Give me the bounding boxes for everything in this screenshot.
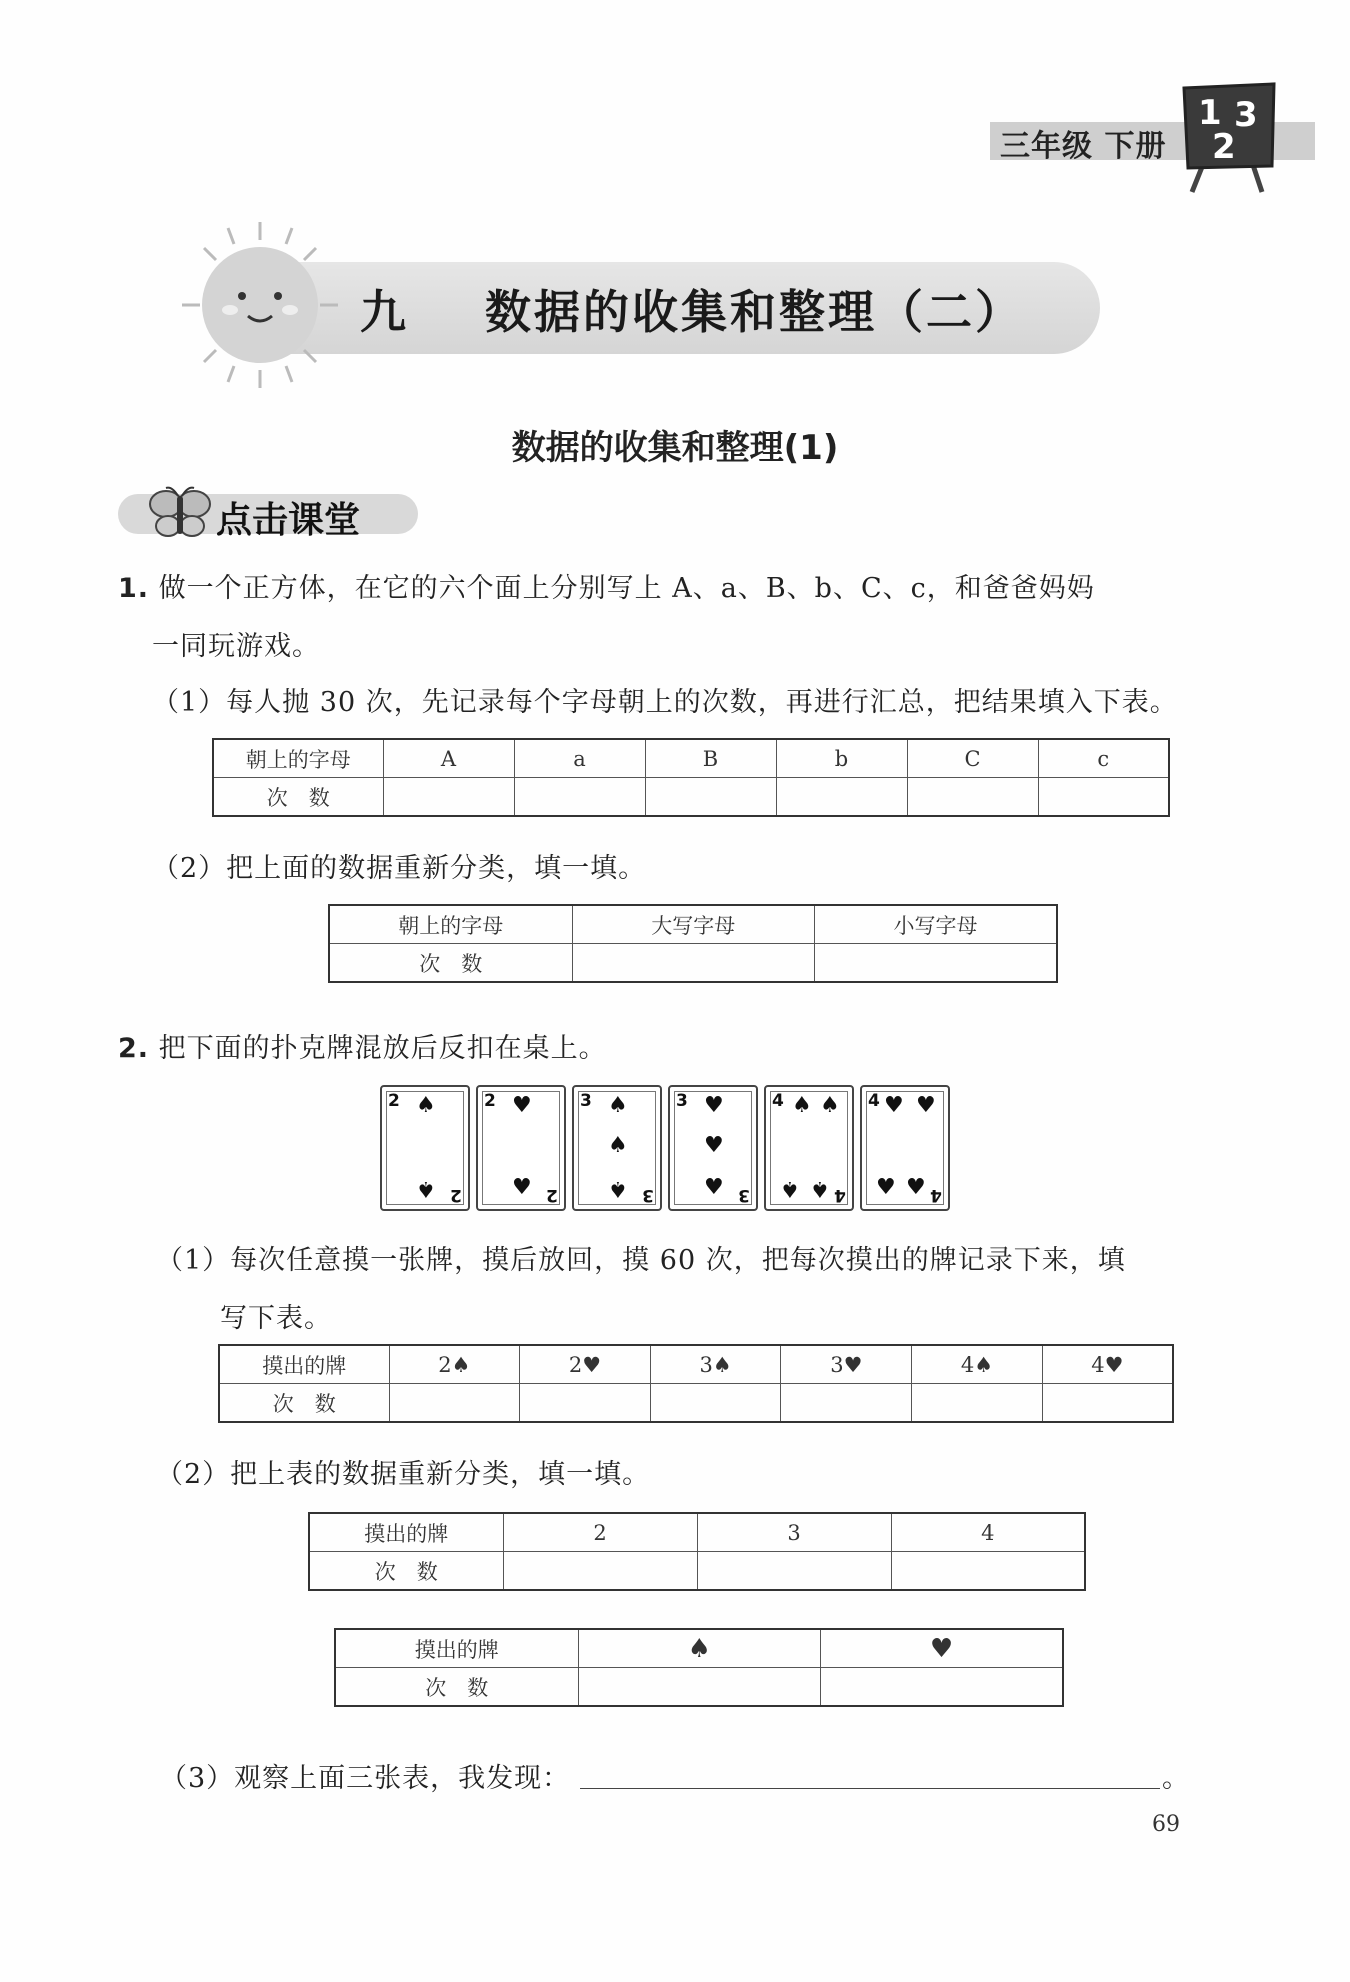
heart-icon: ♥ xyxy=(704,1175,724,1200)
heart-icon: ♥ xyxy=(876,1175,896,1200)
card-4-heart xyxy=(860,1085,950,1211)
grade-label: 三年级 下册 xyxy=(1000,129,1167,164)
board-digit-1: 1 xyxy=(1198,93,1222,133)
col-A: A xyxy=(383,739,514,778)
col-C: C xyxy=(907,739,1038,778)
row-header: 朝上的字母 xyxy=(329,905,572,944)
spade-icon: ♠ xyxy=(578,1629,821,1668)
col-2-heart: 2♥ xyxy=(520,1345,651,1384)
answer-cell[interactable] xyxy=(912,1384,1043,1423)
heart-icon: ♥ xyxy=(704,1133,724,1158)
card-rank: 4 xyxy=(930,1185,942,1205)
table-letter-case xyxy=(328,904,1058,983)
answer-cell[interactable] xyxy=(1038,778,1169,817)
table-row xyxy=(309,1513,1085,1552)
table-row xyxy=(219,1384,1173,1423)
col-b: b xyxy=(776,739,907,778)
col-2: 2 xyxy=(503,1513,697,1552)
spade-icon: ♠ xyxy=(780,1176,800,1201)
chapter-title: 九 数据的收集和整理（二） xyxy=(360,285,1025,339)
col-2-spade: 2♠ xyxy=(389,1345,520,1384)
heart-icon: ♥ xyxy=(512,1175,532,1200)
card-rank: 3 xyxy=(642,1185,654,1205)
table-suits xyxy=(334,1628,1064,1707)
lesson-title: 数据的收集和整理(1) xyxy=(511,428,839,468)
card-rank: 4 xyxy=(868,1091,880,1111)
answer-cell[interactable] xyxy=(776,778,907,817)
col-B: B xyxy=(645,739,776,778)
card-rank: 3 xyxy=(580,1091,592,1111)
sun-icon xyxy=(180,220,340,390)
spade-icon: ♠ xyxy=(416,1176,436,1201)
board-digit-3: 2 xyxy=(1212,127,1236,167)
row-header: 摸出的牌 xyxy=(335,1629,578,1668)
q2-part1-line2: 写下表。 xyxy=(220,1303,332,1334)
spade-icon: ♠ xyxy=(820,1093,840,1118)
row-header: 朝上的字母 xyxy=(213,739,383,778)
card-rank: 3 xyxy=(738,1185,750,1205)
board-digit-2: 3 xyxy=(1234,95,1258,135)
card-rank: 2 xyxy=(388,1091,400,1111)
answer-line[interactable] xyxy=(580,1788,1160,1789)
row-header: 摸出的牌 xyxy=(219,1345,389,1384)
row2-header: 次 数 xyxy=(335,1668,578,1707)
answer-cell[interactable] xyxy=(572,944,815,983)
answer-cell[interactable] xyxy=(821,1668,1064,1707)
spade-icon: ♠ xyxy=(416,1093,436,1118)
page-number: 69 xyxy=(1152,1812,1180,1837)
col-4-heart: 4♥ xyxy=(1042,1345,1173,1384)
col-uppercase: 大写字母 xyxy=(572,905,815,944)
col-lowercase: 小写字母 xyxy=(815,905,1058,944)
card-rank: 3 xyxy=(676,1091,688,1111)
q2-number: 2. xyxy=(118,1033,150,1064)
table-row xyxy=(329,905,1057,944)
table-row xyxy=(309,1552,1085,1591)
row2-header: 次 数 xyxy=(219,1384,389,1423)
answer-cell[interactable] xyxy=(815,944,1058,983)
table-row xyxy=(219,1345,1173,1384)
card-4-spade xyxy=(764,1085,854,1211)
answer-cell[interactable] xyxy=(891,1552,1085,1591)
answer-cell[interactable] xyxy=(514,778,645,817)
answer-cell[interactable] xyxy=(645,778,776,817)
col-4: 4 xyxy=(891,1513,1085,1552)
q2-part3-end: 。 xyxy=(1162,1763,1190,1794)
q1-text-line1: 做一个正方体，在它的六个面上分别写上 A、a、B、b、C、c，和爸爸妈妈 xyxy=(158,573,1095,604)
answer-cell[interactable] xyxy=(1042,1384,1173,1423)
table-row xyxy=(329,944,1057,983)
q2-text: 把下面的扑克牌混放后反扣在桌上。 xyxy=(158,1033,607,1064)
heart-icon: ♥ xyxy=(821,1629,1064,1668)
answer-cell[interactable] xyxy=(578,1668,821,1707)
col-3-heart: 3♥ xyxy=(781,1345,912,1384)
answer-cell[interactable] xyxy=(697,1552,891,1591)
q2-part2: （2）把上表的数据重新分类，填一填。 xyxy=(156,1459,651,1490)
heart-icon: ♥ xyxy=(704,1093,724,1118)
table-row xyxy=(335,1629,1063,1668)
spade-icon: ♠ xyxy=(608,1093,628,1118)
row2-header: 次 数 xyxy=(213,778,383,817)
spade-icon: ♠ xyxy=(810,1176,830,1201)
spade-icon: ♠ xyxy=(608,1133,628,1158)
q1-number: 1. xyxy=(118,573,150,604)
table-row xyxy=(213,739,1169,778)
q1-part1: （1）每人抛 30 次，先记录每个字母朝上的次数，再进行汇总，把结果填入下表。 xyxy=(152,687,1178,718)
table-row xyxy=(213,778,1169,817)
card-3-spade xyxy=(572,1085,662,1211)
spade-icon: ♠ xyxy=(608,1176,628,1201)
q2-line xyxy=(118,1026,607,1065)
row2-header: 次 数 xyxy=(309,1552,503,1591)
section-badge xyxy=(118,486,418,540)
table-row xyxy=(335,1668,1063,1707)
q2-part1-line1: （1）每次任意摸一张牌，摸后放回，摸 60 次，把每次摸出的牌记录下来，填 xyxy=(156,1245,1126,1276)
butterfly-icon xyxy=(144,486,216,540)
card-rank: 2 xyxy=(546,1185,558,1205)
table-cards xyxy=(218,1344,1174,1423)
card-rank: 4 xyxy=(834,1185,846,1205)
section-label: 点击课堂 xyxy=(216,500,361,541)
card-rank: 2 xyxy=(450,1185,462,1205)
col-4-spade: 4♠ xyxy=(912,1345,1043,1384)
blackboard-icon xyxy=(1178,82,1278,194)
table-ranks xyxy=(308,1512,1086,1591)
card-3-heart xyxy=(668,1085,758,1211)
answer-cell[interactable] xyxy=(389,1384,520,1423)
col-a: a xyxy=(514,739,645,778)
answer-cell[interactable] xyxy=(383,778,514,817)
card-2-heart xyxy=(476,1085,566,1211)
heart-icon: ♥ xyxy=(512,1093,532,1118)
answer-cell[interactable] xyxy=(907,778,1038,817)
answer-cell[interactable] xyxy=(520,1384,651,1423)
heart-icon: ♥ xyxy=(884,1093,904,1118)
card-2-spade xyxy=(380,1085,470,1211)
table-letters xyxy=(212,738,1170,817)
q1-text-line2: 一同玩游戏。 xyxy=(152,631,320,662)
heart-icon: ♥ xyxy=(906,1175,926,1200)
col-c: c xyxy=(1038,739,1169,778)
col-3-spade: 3♠ xyxy=(650,1345,781,1384)
q1-part2: （2）把上面的数据重新分类，填一填。 xyxy=(152,853,647,884)
q2-part3: （3）观察上面三张表，我发现： xyxy=(160,1763,571,1794)
spade-icon: ♠ xyxy=(792,1093,812,1118)
row-header: 摸出的牌 xyxy=(309,1513,503,1552)
answer-cell[interactable] xyxy=(650,1384,781,1423)
card-rank: 2 xyxy=(484,1091,496,1111)
answer-cell[interactable] xyxy=(781,1384,912,1423)
row2-header: 次 数 xyxy=(329,944,572,983)
col-3: 3 xyxy=(697,1513,891,1552)
answer-cell[interactable] xyxy=(503,1552,697,1591)
q1-line1 xyxy=(118,566,1095,605)
card-rank: 4 xyxy=(772,1091,784,1111)
heart-icon: ♥ xyxy=(916,1093,936,1118)
